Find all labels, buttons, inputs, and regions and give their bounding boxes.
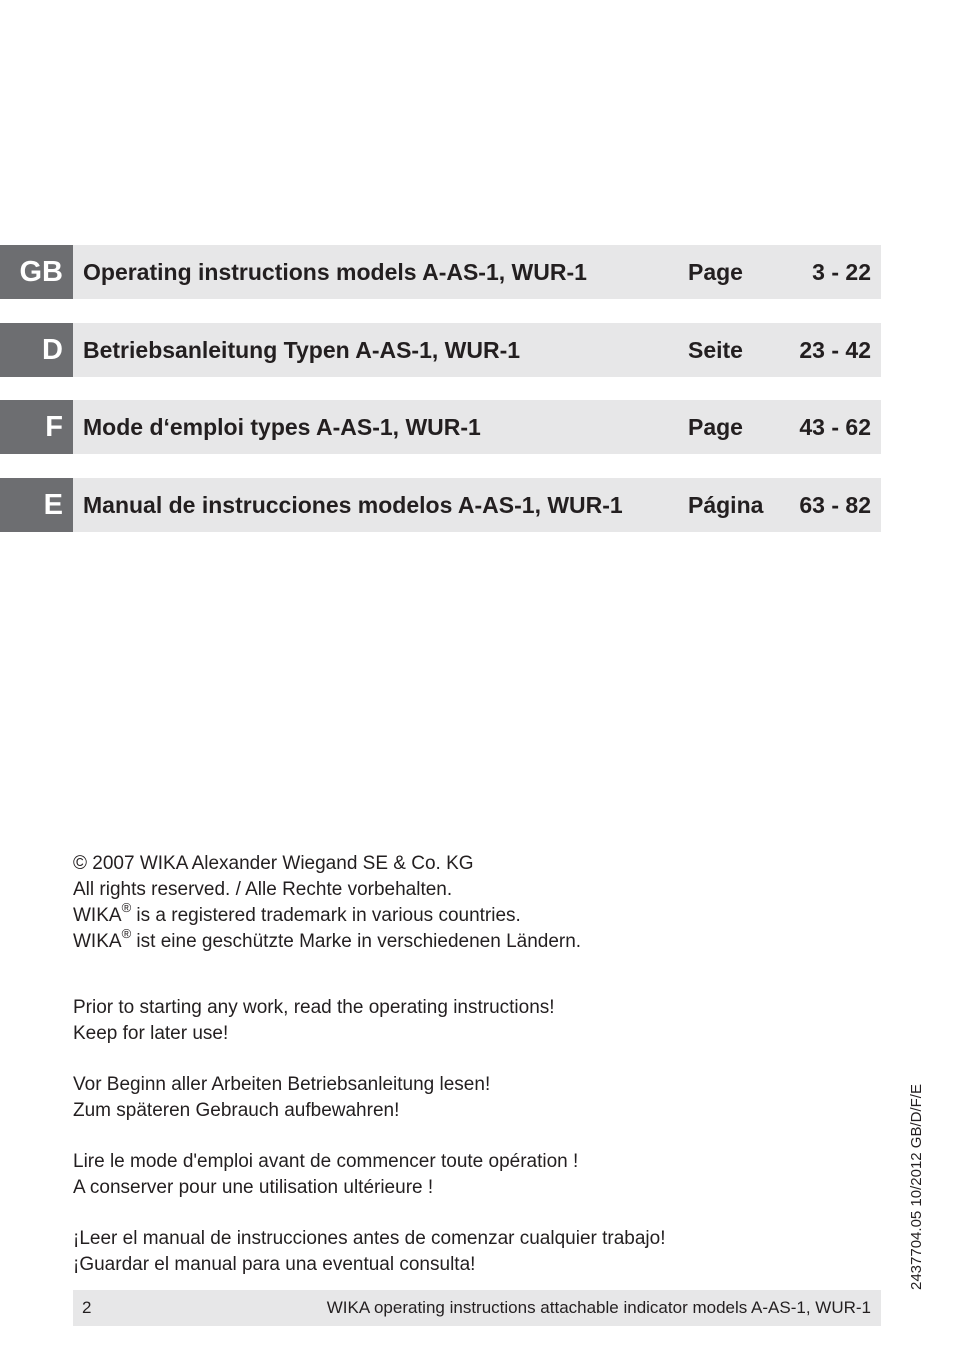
registered-mark: ® [121, 925, 132, 941]
toc-page-range: 3 - 22 [812, 259, 871, 285]
toc-bar [73, 245, 881, 299]
registered-mark: ® [121, 899, 132, 915]
lang-code-e: E [0, 478, 73, 532]
toc-page-label: Page [688, 259, 743, 285]
notice-line: ¡Leer el manual de instrucciones antes de comenzar cualquier trabajo! [73, 1228, 666, 1249]
toc-title: Mode d‘emploi types A-AS-1, WUR-1 [83, 414, 481, 440]
notice-fr [73, 1149, 578, 1201]
page-number: 2 [82, 1298, 92, 1317]
toc-row-e[interactable] [0, 478, 881, 532]
toc-row-gb[interactable] [0, 245, 881, 299]
trademark-text: ist eine geschützte Marke in verschiedenen Ländern. [131, 931, 582, 952]
rights-line: All rights reserved. / Alle Rechte vorbehalten. [73, 879, 453, 900]
document-code: 2437704.05 10/2012 GB/D/F/E [908, 1084, 925, 1290]
toc-title: Operating instructions models A-AS-1, WUR-1 [83, 259, 587, 285]
page-footer [73, 1290, 881, 1326]
notice-en [73, 995, 555, 1047]
legal-notice [73, 851, 581, 955]
toc-row-d[interactable] [0, 323, 881, 377]
brand-name: WIKA [73, 905, 122, 926]
toc-row-f[interactable] [0, 400, 881, 454]
trademark-line-de [73, 925, 582, 955]
notice-line: Zum späteren Gebrauch aufbewahren! [73, 1100, 400, 1121]
toc-bar [73, 400, 881, 454]
notice-line: Vor Beginn aller Arbeiten Betriebsanleitung lesen! [73, 1074, 491, 1095]
footer-title: WIKA operating instructions attachable indicator models A-AS-1, WUR-1 [326, 1298, 871, 1317]
lang-code-d: D [0, 323, 73, 377]
toc-bar [73, 478, 881, 532]
notice-line: A conserver pour une utilisation ultérieure ! [73, 1177, 434, 1198]
brand-name: WIKA [73, 931, 122, 952]
toc-page-label: Page [688, 414, 743, 440]
toc-page-range: 63 - 82 [799, 492, 871, 518]
copyright-line: © 2007 WIKA Alexander Wiegand SE & Co. KG [73, 853, 474, 874]
toc-bar [73, 323, 881, 377]
notice-es [73, 1226, 666, 1278]
toc-title: Manual de instrucciones modelos A-AS-1, WUR-1 [83, 492, 623, 518]
notice-line: Lire le mode d'emploi avant de commencer toute opération ! [73, 1151, 579, 1172]
notice-line: Keep for later use! [73, 1023, 229, 1044]
trademark-text: is a registered trademark in various countries. [131, 905, 521, 926]
notice-de [73, 1072, 490, 1124]
toc-page-label: Página [688, 492, 764, 518]
toc-title: Betriebsanleitung Typen A-AS-1, WUR-1 [83, 337, 521, 363]
toc-page-range: 43 - 62 [799, 414, 871, 440]
lang-code-f: F [0, 400, 73, 454]
toc-page-label: Seite [688, 337, 743, 363]
lang-code-gb: GB [0, 245, 73, 299]
trademark-line-en [73, 899, 581, 929]
toc-page-range: 23 - 42 [799, 337, 871, 363]
notice-line: ¡Guardar el manual para una eventual consulta! [73, 1254, 476, 1275]
notice-line: Prior to starting any work, read the operating instructions! [73, 997, 555, 1018]
